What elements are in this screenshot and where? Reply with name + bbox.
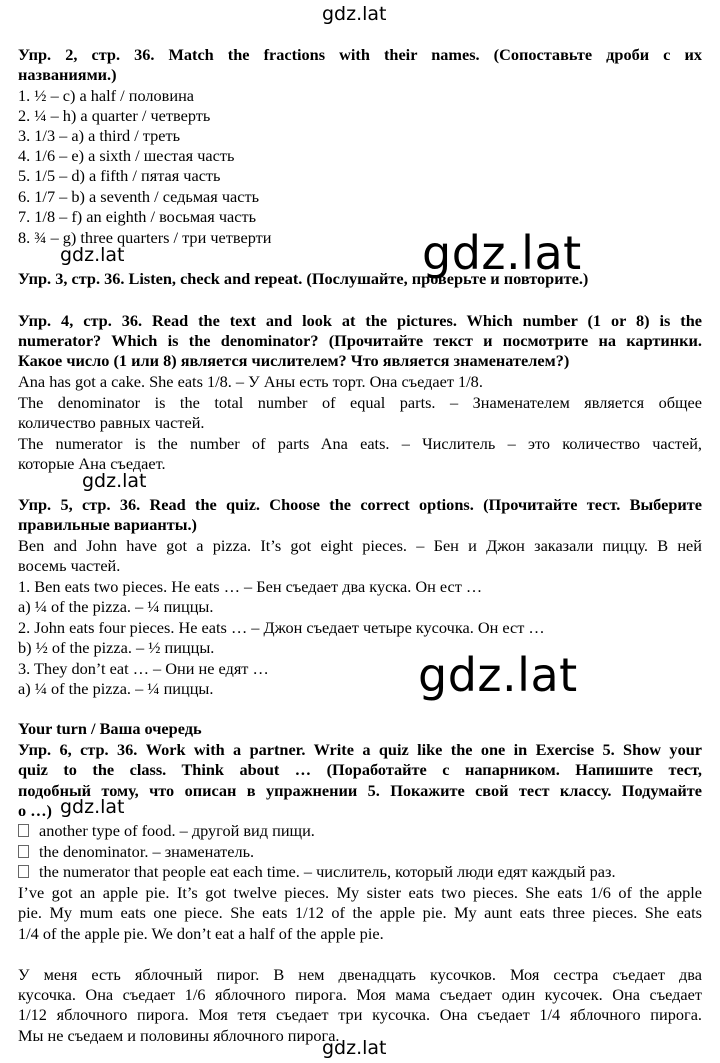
ex2-item: 1. ½ – c) a half / половина <box>18 86 195 105</box>
watermark-top: gdz.lat <box>322 3 387 25</box>
ex4-text-line: Ana has got a cake. She eats 1/8. – У Аны есть торт. Она съедает 1/8. <box>18 372 483 391</box>
ex4-heading-line2: numerator? Which is the denominator? (Прочитайте текст и посмотрите на картинки. <box>18 331 702 350</box>
ex2-heading-line1: Упр. 2, стр. 36. Match the fractions with their names. (Сопоставьте дроби с их <box>18 45 702 64</box>
watermark-bottom: gdz.lat <box>322 1037 387 1059</box>
ex6-english-line: I’ve got an apple pie. It’s got twelve pieces. My sister eats two pieces. She eats 1/6 of the apple <box>18 883 702 902</box>
ex5-text-line: 3. They don’t eat … – Они не едят … <box>18 659 269 678</box>
ex6-bullet-item <box>18 821 702 841</box>
ex4-heading-line1: Упр. 4, стр. 36. Read the text and look at the pictures. Which number (1 or 8) is the <box>18 311 702 330</box>
watermark-small-3: gdz.lat <box>60 796 125 818</box>
ex5-text-line: Ben and John have got a pizza. It’s got eight pieces. – Бен и Джон заказали пиццу. В ней <box>18 536 702 555</box>
ex2-heading-line2: названиями.) <box>18 65 117 84</box>
ex6-heading-line4: о …) <box>18 801 52 820</box>
ex6-heading-line1: Упр. 6, стр. 36. Work with a partner. Write a quiz like the one in Exercise 5. Show your <box>18 740 702 759</box>
ex6-bullet-item <box>18 842 702 862</box>
ex5-text-line: 1. Ben eats two pieces. He eats … – Бен съедает два куска. Он ест … <box>18 577 483 596</box>
ex2-item: 6. 1/7 – b) a seventh / седьмая часть <box>18 187 259 206</box>
ex5-heading-line2: правильные варианты.) <box>18 515 197 534</box>
ex6-russian-line: Мы не съедаем и половины яблочного пирога. <box>18 1026 340 1045</box>
ex4-text-line: которые Ана съедает. <box>18 454 166 473</box>
ex6-russian-line: 1/12 яблочного пирога. Моя тетя съедает три кусочка. Она съедает 1/4 яблочного пирога. <box>18 1005 702 1024</box>
ex6-english-line: 1/4 of the apple pie. We don’t eat a half of the apple pie. <box>18 924 384 943</box>
ex6-english-line: pie. My mum eats one piece. She eats 1/12 of the apple pie. My aunt eats three pieces. She eats <box>18 903 702 922</box>
ex4-heading-line3: Какое число (1 или 8) является числителем? Что является знаменателем?) <box>18 351 570 370</box>
ex5-text-line: b) ½ of the pizza. – ½ пиццы. <box>18 638 215 657</box>
ex4-text-line: количество равных частей. <box>18 413 205 432</box>
watermark-small-2: gdz.lat <box>82 470 147 492</box>
ex5-text-line: a) ¼ of the pizza. – ¼ пиццы. <box>18 679 214 698</box>
ex5-text-line: восемь частей. <box>18 556 121 575</box>
ex2-item: 3. 1/3 – a) a third / треть <box>18 126 181 145</box>
ex5-text-line: 2. John eats four pieces. He eats … – Джон съедает четыре кусочка. Он ест … <box>18 618 545 637</box>
ex6-bullet-text: the numerator that people eat each time. – числитель, который люди едят каждый раз. <box>39 862 616 881</box>
ex6-russian-line: кусочка. Она съедает 1/6 яблочного пирога. Моя мама съедает один кусочек. Она съедает <box>18 985 702 1004</box>
ex5-text-line: a) ¼ of the pizza. – ¼ пиццы. <box>18 597 214 616</box>
ex6-heading-line3: подобный тому, что описан в упражнении 5. Покажите свой тест классу. Подумайте <box>18 781 702 800</box>
ex2-item: 2. ¼ – h) a quarter / четверть <box>18 106 211 125</box>
ex6-bullet-item <box>18 862 702 882</box>
ex3-heading: Упр. 3, стр. 36. Listen, check and repeat. (Послушайте, проверьте и повторите.) <box>18 269 589 288</box>
checkbox-bullet-icon <box>18 865 29 878</box>
ex6-russian-line: У меня есть яблочный пирог. В нем двенадцать кусочков. Моя сестра съедает два <box>18 965 702 984</box>
ex2-item: 4. 1/6 – e) a sixth / шестая часть <box>18 146 235 165</box>
checkbox-bullet-icon <box>18 845 29 858</box>
ex2-item: 7. 1/8 – f) an eighth / восьмая часть <box>18 207 257 226</box>
ex4-text-line: The numerator is the number of parts Ana eats. – Числитель – это количество частей, <box>18 434 702 453</box>
ex2-item: 5. 1/5 – d) a fifth / пятая часть <box>18 166 221 185</box>
checkbox-bullet-icon <box>18 824 29 837</box>
your-turn-heading: Your turn / Ваша очередь <box>18 719 202 738</box>
ex6-bullet-text: the denominator. – знаменатель. <box>39 842 255 861</box>
ex2-item: 8. ¾ – g) three quarters / три четверти <box>18 228 272 247</box>
ex4-text-line: The denominator is the total number of equal parts. – Знаменателем является общее <box>18 393 702 412</box>
watermark-large-2: gdz.lat <box>418 648 578 702</box>
ex6-heading-line2: quiz to the class. Think about … (Поработайте с напарником. Напишите тест, <box>18 760 702 779</box>
ex5-heading-line1: Упр. 5, стр. 36. Read the quiz. Choose the correct options. (Прочитайте тест. Выберите <box>18 495 702 514</box>
watermark-small-1: gdz.lat <box>60 244 125 266</box>
ex6-bullet-text: another type of food. – другой вид пищи. <box>39 821 315 840</box>
watermark-large-1: gdz.lat <box>422 226 582 280</box>
